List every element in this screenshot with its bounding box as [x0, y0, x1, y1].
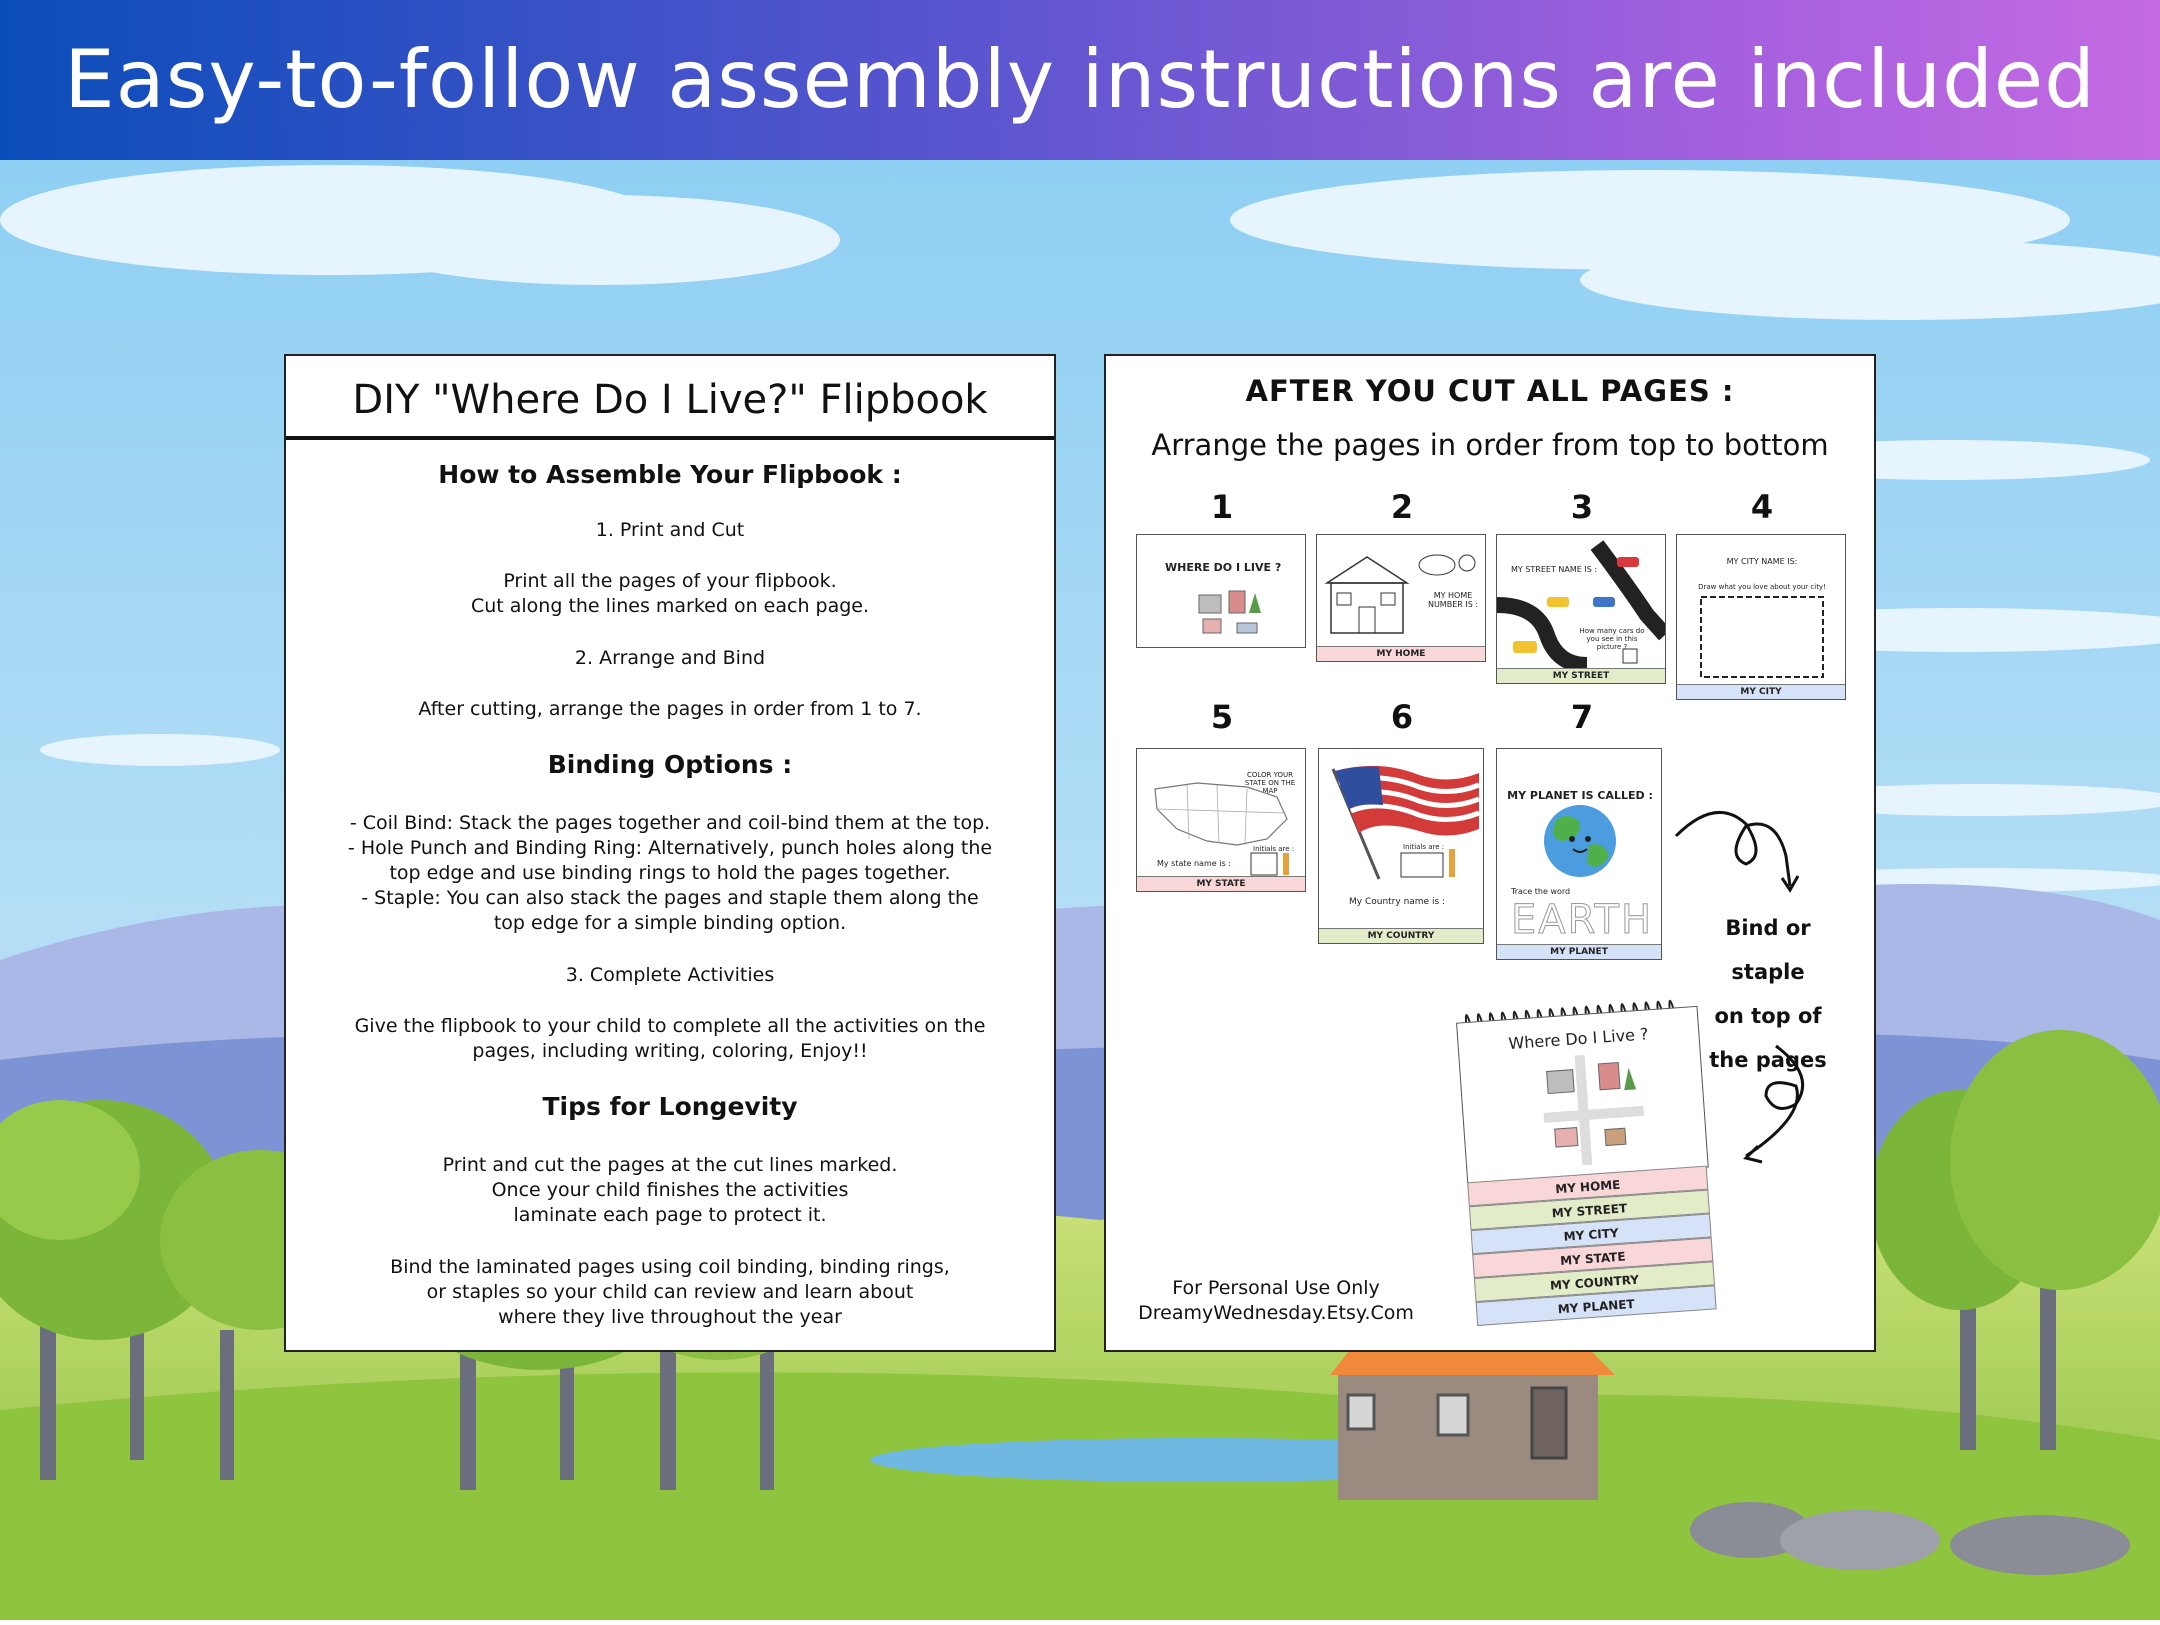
flipbook-tab-city: MY CITY [1471, 1213, 1712, 1254]
bind-note [1688, 906, 1848, 1082]
page-number: 5 [1210, 698, 1234, 736]
thumb6-initials: Initials are : [1403, 843, 1445, 851]
footer-line: For Personal Use Only [1172, 1277, 1380, 1299]
thumb7-title: MY PLANET IS CALLED : [1507, 789, 1653, 802]
page-number: 3 [1570, 488, 1594, 526]
thumb4-question: Draw what you love about your city! [1698, 583, 1826, 591]
thumb4-text: MY CITY NAME IS: [1726, 557, 1798, 566]
page-number: 7 [1570, 698, 1594, 736]
flipbook-title: Where Do I Live ? [1507, 1024, 1650, 1054]
thumbnail-page-5 [1136, 748, 1306, 892]
step3-title: 3. Complete Activities [565, 964, 775, 986]
binding-line: top edge for a simple binding option. [493, 912, 847, 934]
thumb5-label: MY STATE [1137, 876, 1305, 891]
tips-heading: Tips for Longevity [542, 1092, 798, 1121]
us-flag-icon [1319, 749, 1484, 944]
binding-line: - Staple: You can also stack the pages and staple them along the [361, 887, 979, 909]
bind-note-line: on top of [1714, 1004, 1822, 1028]
banner-title: Easy-to-follow assembly instructions are included [64, 33, 2096, 126]
flipbook-cover [1456, 1006, 1709, 1184]
thumb6-label: MY COUNTRY [1319, 928, 1483, 943]
page-number: 4 [1750, 488, 1774, 526]
flipbook-tab-home: MY HOME [1467, 1166, 1708, 1207]
road-icon [1497, 535, 1666, 684]
page-number: 2 [1390, 488, 1414, 526]
page-number: 6 [1390, 698, 1414, 736]
instructions-title: DIY "Where Do I Live?" Flipbook [286, 356, 1054, 440]
step3-line1: Give the flipbook to your child to complete all the activities on the [354, 1015, 986, 1037]
town-icon [1457, 1007, 1708, 1183]
thumbnail-page-7 [1496, 748, 1662, 960]
footer [1126, 1276, 1426, 1326]
thumbnail-page-4 [1676, 534, 1846, 700]
step1-title: 1. Print and Cut [595, 519, 745, 541]
flipbook-tab-planet: MY PLANET [1476, 1285, 1717, 1326]
drawing-frame-icon [1677, 535, 1846, 700]
arrangement-page [1104, 354, 1876, 1352]
thumb1-title: WHERE DO I LIVE ? [1165, 561, 1282, 574]
step3-line2: pages, including writing, coloring, Enjoy!! [472, 1040, 868, 1062]
arrangement-title: AFTER YOU CUT ALL PAGES : [1245, 374, 1735, 408]
footer-line: DreamyWednesday.Etsy.Com [1138, 1302, 1414, 1324]
flipbook-tab-street: MY STREET [1469, 1190, 1710, 1231]
step2-text: After cutting, arrange the pages in order from 1 to 7. [418, 698, 922, 720]
tips-line: or staples so your child can review and learn about [426, 1281, 914, 1303]
curly-arrow-icon [1676, 812, 1790, 886]
assemble-heading: How to Assemble Your Flipbook : [438, 460, 902, 489]
tips-line: Once your child finishes the activities [491, 1179, 849, 1201]
bind-note-line: the pages [1709, 1048, 1827, 1072]
bind-note-line: Bind or staple [1725, 916, 1811, 984]
arrangement-subtitle: Arrange the pages in order from top to bottom [1151, 428, 1829, 462]
thumb5-initials: Initials are : [1253, 845, 1295, 853]
instructions-page [284, 354, 1056, 1352]
thumbnail-page-1 [1136, 534, 1306, 648]
thumb5-text: COLOR YOUR STATE ON THE MAP [1244, 771, 1296, 795]
binding-heading: Binding Options : [547, 750, 793, 779]
town-icon [1137, 535, 1306, 648]
flipbook-preview [1455, 988, 1717, 1334]
thumbnail-page-2 [1316, 534, 1486, 662]
thumb4-label: MY CITY [1677, 684, 1845, 699]
thumbnail-page-3 [1496, 534, 1666, 684]
thumb3-label: MY STREET [1497, 668, 1665, 683]
header-banner [0, 0, 2160, 160]
thumb2-text: MY HOME NUMBER IS : [1427, 591, 1479, 609]
flipbook-tab-state: MY STATE [1472, 1237, 1713, 1278]
thumb7-trace: Trace the word [1511, 887, 1571, 896]
step2-title: 2. Arrange and Bind [574, 647, 766, 669]
tips-line: Bind the laminated pages using coil binding, binding rings, [390, 1256, 950, 1278]
thumb7-word: EARTH [1510, 897, 1654, 943]
tips-line: where they live throughout the year [498, 1306, 842, 1328]
page-number: 1 [1210, 488, 1234, 526]
thumb5-name: My state name is : [1157, 859, 1231, 868]
step1-line1: Print all the pages of your flipbook. [503, 570, 837, 592]
tips-line: laminate each page to protect it. [513, 1204, 827, 1226]
step1-line2: Cut along the lines marked on each page. [470, 595, 870, 617]
flipbook-tab-country: MY COUNTRY [1474, 1261, 1715, 1302]
thumb3-text: MY STREET NAME IS : [1511, 565, 1598, 574]
thumbnail-page-6 [1318, 748, 1484, 944]
binding-line: top edge and use binding rings to hold the pages together. [389, 862, 951, 884]
thumb3-question: How many cars do you see in this picture ? [1579, 627, 1645, 651]
thumb6-name: My Country name is : [1349, 897, 1446, 907]
tips-line: Print and cut the pages at the cut lines marked. [442, 1154, 898, 1176]
thumb2-label: MY HOME [1317, 646, 1485, 661]
house [1330, 1350, 1615, 1500]
binding-line: - Hole Punch and Binding Ring: Alternatively, punch holes along the [347, 837, 993, 859]
binding-line: - Coil Bind: Stack the pages together and coil-bind them at the top. [349, 812, 991, 834]
thumb7-label: MY PLANET [1497, 944, 1661, 959]
usa-map-icon [1137, 749, 1306, 892]
